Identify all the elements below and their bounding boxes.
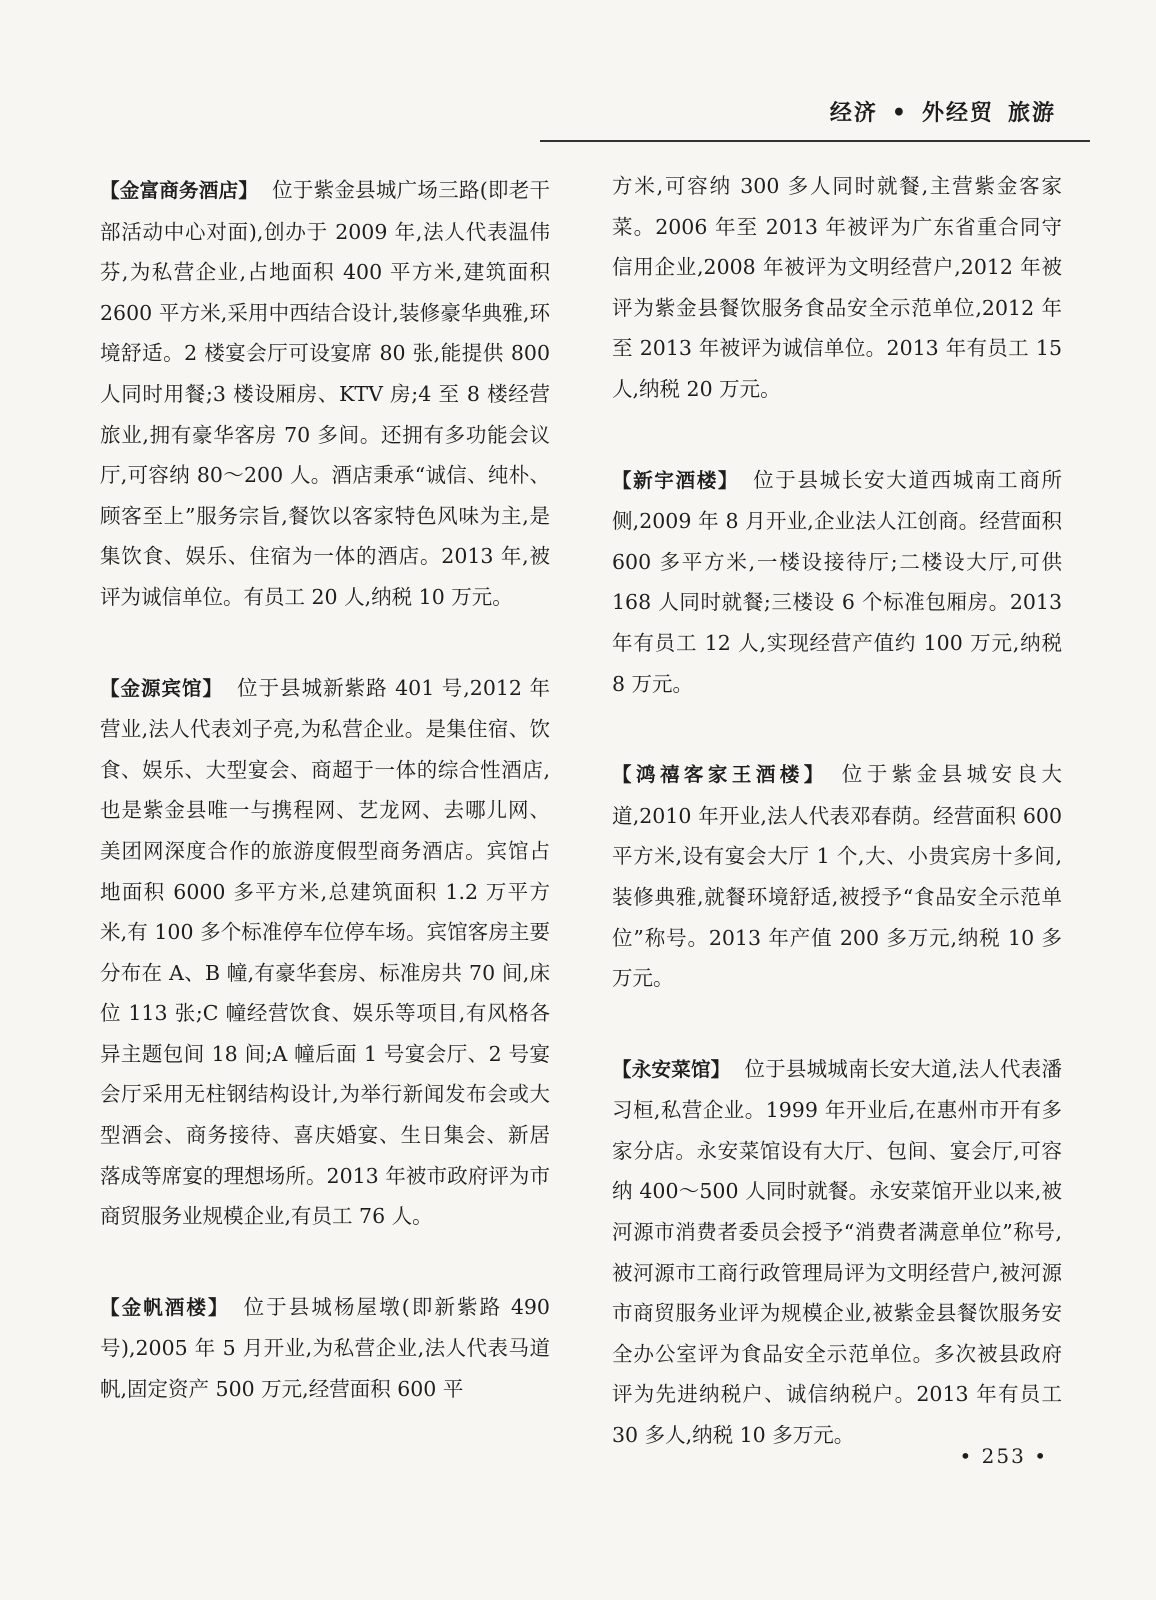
entry-yongan-restaurant [612,1049,1062,1456]
right-column [612,166,1062,1506]
entry-title: 【鸿禧客家王酒楼】 [612,763,828,787]
entry-text: 位于县城杨屋墩(即新紫路 490 号),2005 年 5 月开业,为私营企业,法人代表马道帆,固定资产 500 万元,经营面积 600 平 [100,1294,550,1402]
entry-text: 方米,可容纳 300 多人同时就餐,主营紫金客家菜。2006 年至 2013 年被评为广东省重合同守信用企业,2008 年被评为文明经营户,2012 年被评为紫金县餐饮服务食品安全示范单位,2012 年至 2013 年被评为诚信单位。2013 年有员工 15 人,纳税 20 万元。 [612,174,1062,401]
entry-title: 【永安菜馆】 [612,1057,731,1081]
page-number: • 253 • [959,1444,1048,1468]
entry-text: 位于县城新紫路 401 号,2012 年营业,法人代表刘子亮,为私营企业。是集住宿、饮食、娱乐、大型宴会、商超于一体的综合性酒店,也是紫金县唯一与携程网、艺龙网、去哪儿网、美团网深度合作的旅游度假型商务酒店。宾馆占地面积 6000 多平方米,总建筑面积 1.2 万平方米,有 100 多个标准停车位停车场。宾馆客房主要分布在 A、B 幢,有豪华套房、标准房共 70 间,床位 113 张;C 幢经营饮食、娱乐等项目,有风格各异主题包间 18 间;A 幢后面 1 号宴会厅、2 号宴会厅采用无柱钢结构设计,为举行新闻发布会或大型酒会、商务接待、喜庆婚宴、生日集会、新居落成等席宴的理想场所。2013 年被市政府评为市商贸服务业规模企业,有员工 76 人。 [100,675,550,1229]
entry-title: 【新宇酒楼】 [612,468,740,492]
header-section-tourism: 旅游 [1007,100,1056,126]
entry-text: 位于县城长安大道西城南工商所侧,2009 年 8 月开业,企业法人江创商。经营面积 600 多平方米,一楼设接待厅;二楼设大厅,可供 168 人同时就餐;三楼设 6 个标准包厢房。2013 年有员工 12 人,实现经营产值约 100 万元,纳税 8 万元。 [612,467,1062,696]
entry-title: 【金帆酒楼】 [100,1295,230,1319]
entry-hongxi-restaurant [612,754,1062,999]
entry-title: 【金富商务酒店】 [100,179,259,202]
header-rule [540,140,1090,142]
entry-text: 位于县城城南长安大道,法人代表潘习桓,私营企业。1999 年开业后,在惠州市开有多家分店。永安菜馆设有大厅、包间、宴会厅,可容纳 400～500 人同时就餐。永安菜馆开业以来,被河源市消费者委员会授予“消费者满意单位”称号,被河源市工商行政管理局评为文明经营户,被河源市商贸服务业评为规模企业,被紫金县餐饮服务安全办公室评为食品安全示范单位。多次被县政府评为先进纳税户、诚信纳税户。2013 年有员工 30 多人,纳税 10 多万元。 [612,1056,1062,1448]
entry-jinfu-hotel [100,170,550,618]
entry-jinfan-restaurant [100,1287,550,1410]
entry-text: 位于紫金县城广场三路(即老干部活动中心对面),创办于 2009 年,法人代表温伟芬,为私营企业,占地面积 400 平方米,建筑面积 2600 平方米,采用中西结合设计,装修豪华典雅,环境舒适。2 楼宴会厅可设宴席 80 张,能提供 800 人同时用餐;3 楼设厢房、KTV 房;4 至 8 楼经营旅业,拥有豪华客房 70 多间。还拥有多功能会议厅,可容纳 80～200 人。酒店秉承“诚信、纯朴、顾客至上”服务宗旨,餐饮以客家特色风味为主,是集饮食、娱乐、住宿为一体的酒店。2013 年,被评为诚信单位。有员工 20 人,纳税 10 万元。 [100,178,550,609]
header-section-trade: 外经贸 [921,100,994,126]
entry-xinyu-restaurant [612,460,1062,705]
left-column [100,170,550,1460]
header-separator: • [891,100,908,126]
running-header [830,96,1056,127]
entry-title: 【金源宾馆】 [100,676,224,700]
entry-text: 位于紫金县城安良大道,2010 年开业,法人代表邓春荫。经营面积 600 平方米,设有宴会大厅 1 个,大、小贵宾房十多间,装修典雅,就餐环境舒适,被授予“食品安全示范单位”称号。2013 年产值 200 多万元,纳税 10 多万元。 [612,762,1062,991]
entry-jinyuan-hotel [100,668,550,1237]
entry-jinfan-continued [612,166,1062,410]
header-section-economy: 经济 [829,100,878,126]
